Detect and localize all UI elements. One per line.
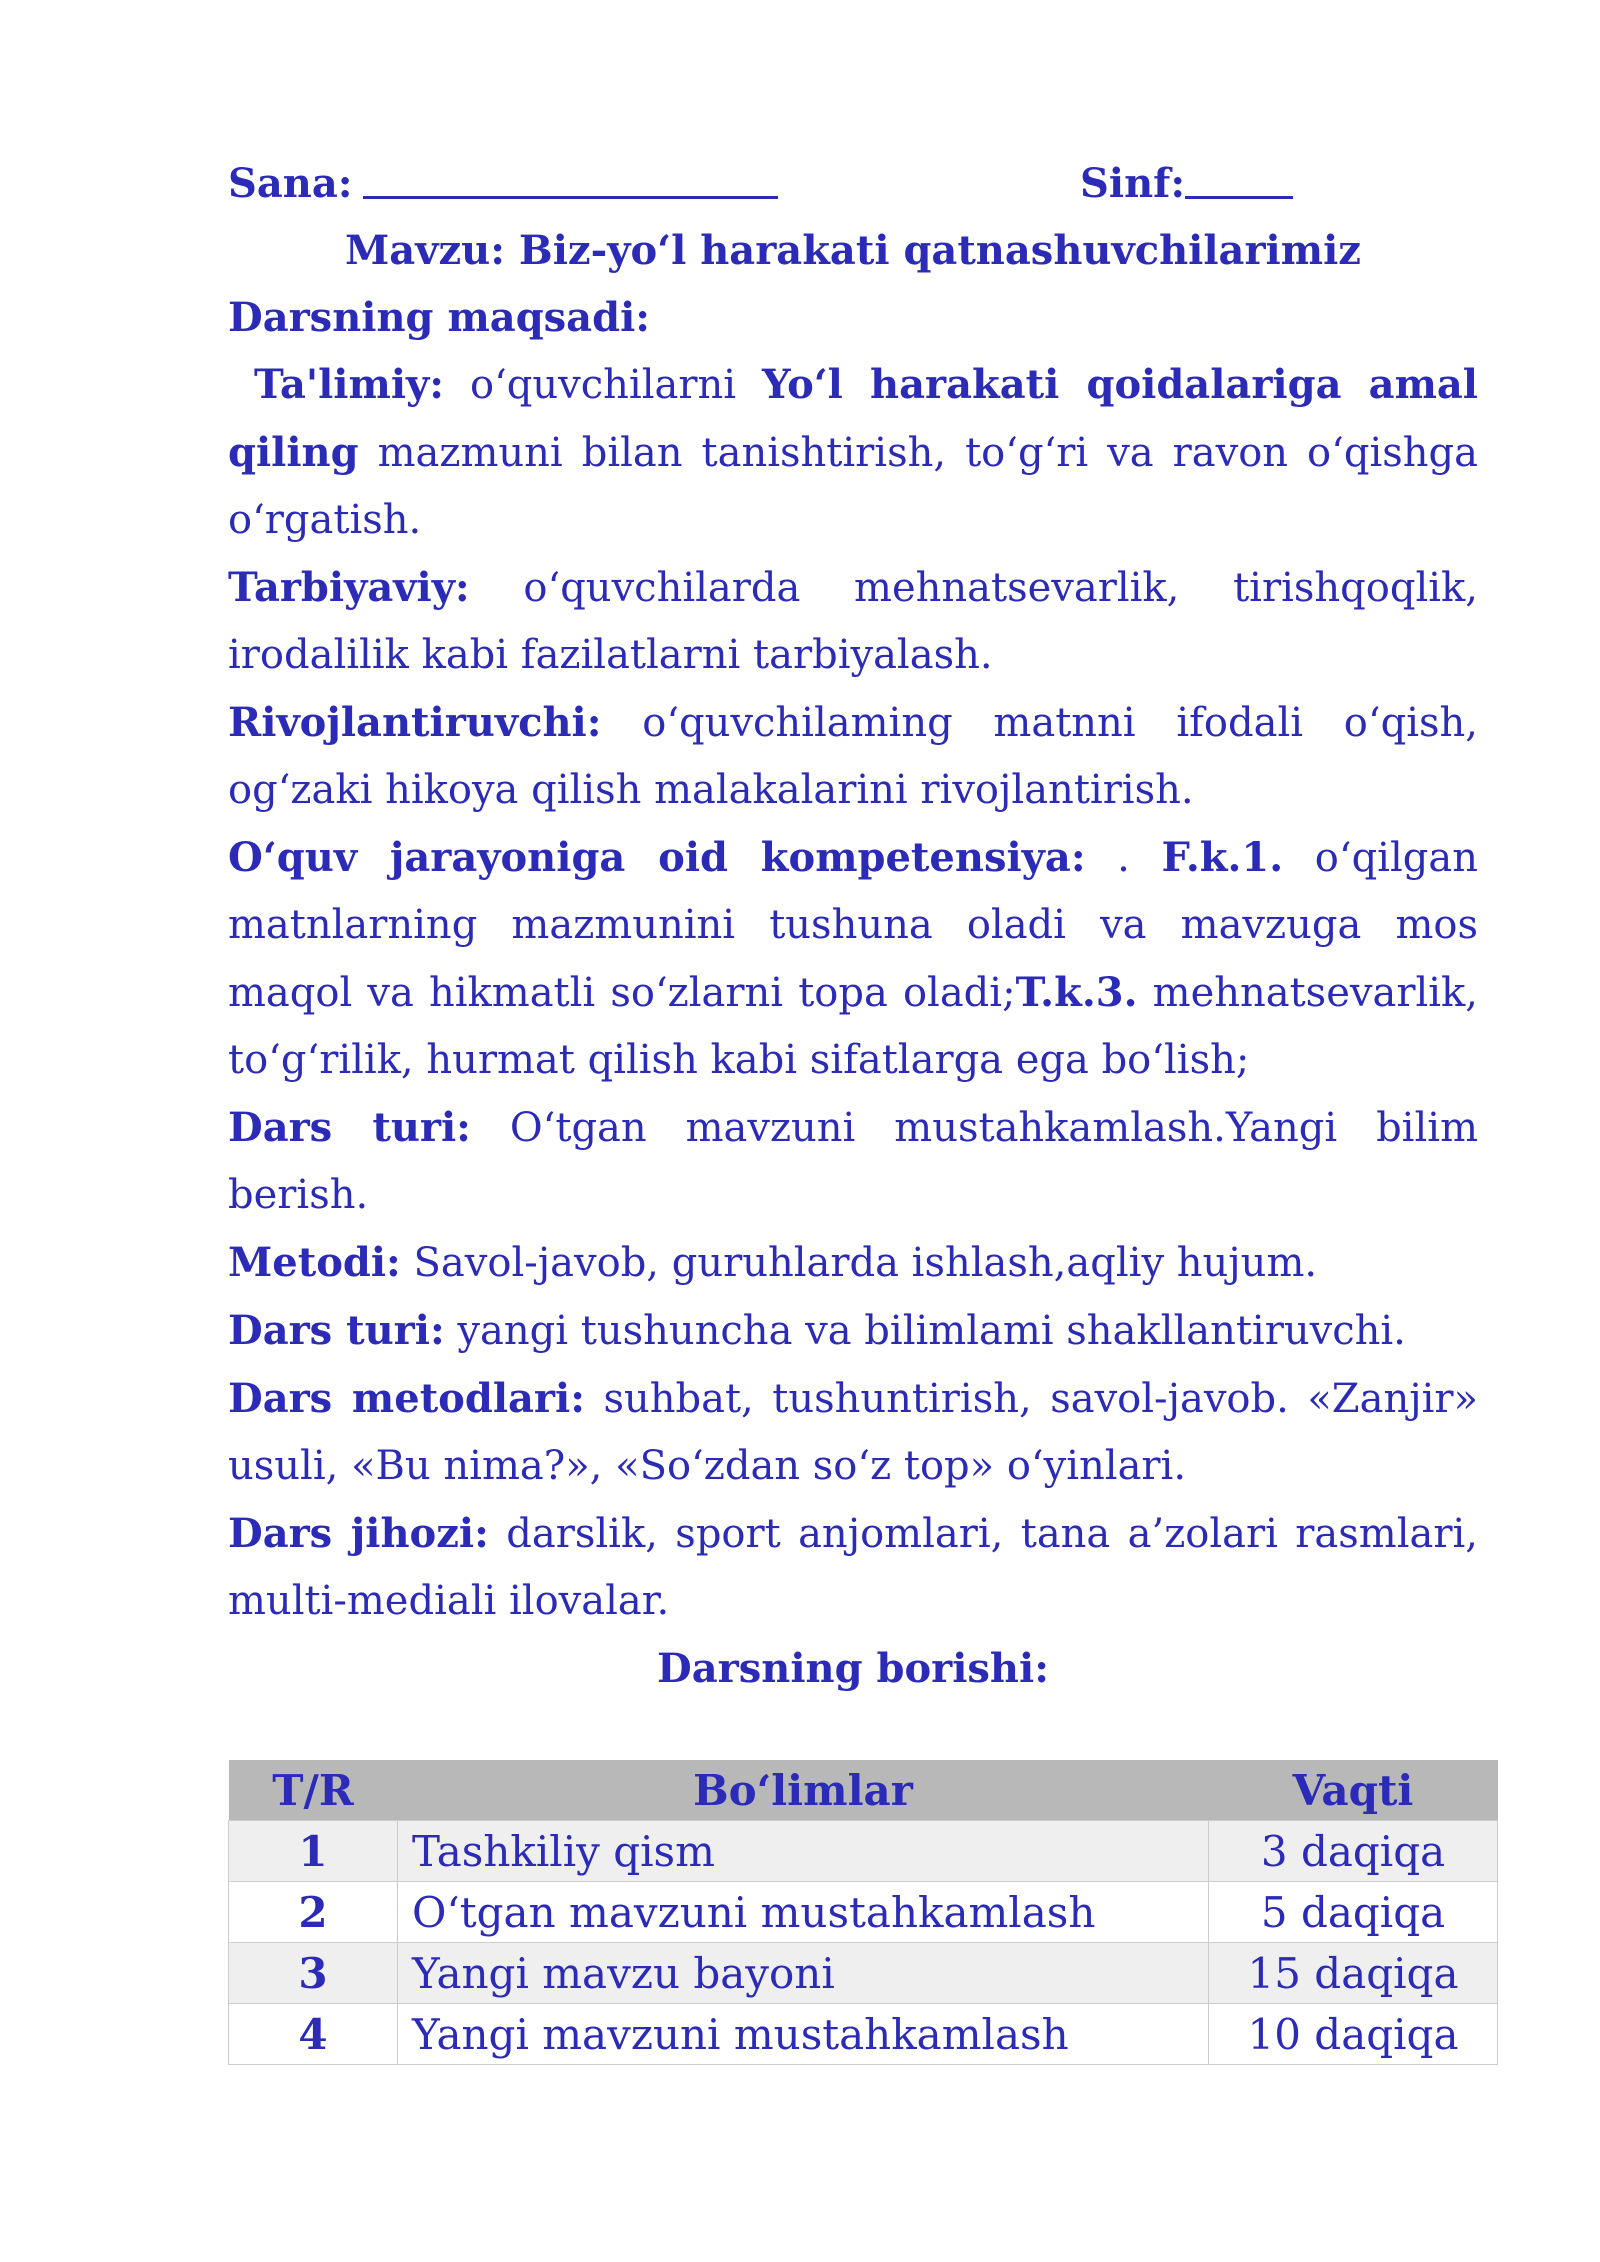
rivojlantiruvchi-paragraph — [228, 689, 1478, 824]
sana-label: Sana: — [228, 160, 353, 207]
row-section: Yangi mavzuni mustahkamlash — [398, 2004, 1209, 2065]
rivojlantiruvchi-text: o‘quvchilaming matnni ifodali o‘qish, og‘zaki hikoya qilish malakalarini rivojlantirish. — [228, 700, 1478, 813]
lesson-plan-page — [228, 150, 1478, 1702]
table-row — [229, 1943, 1498, 2004]
column-header-time: Vaqti — [1209, 1760, 1498, 1821]
table-row — [229, 1821, 1498, 1882]
header-row — [228, 150, 1478, 217]
dars-jihozi-paragraph — [228, 1500, 1478, 1635]
lesson-schedule-table — [228, 1760, 1498, 2065]
tarbiyaviy-paragraph — [228, 554, 1478, 689]
sinf-blank — [1185, 150, 1293, 199]
talimiy-text2: mazmuni bilan tanishtirish, to‘g‘ri va ravon o‘qishga o‘rgatish. — [228, 430, 1478, 543]
dars-metodlari-paragraph — [228, 1365, 1478, 1500]
tarbiyaviy-text: o‘quvchilarda mehnatsevarlik, tirishqoqlik, irodalilik kabi fazilatlarni tarbiyalash. — [228, 565, 1478, 678]
talimiy-label: Ta'limiy: — [254, 361, 445, 408]
table-header-row — [229, 1760, 1498, 1821]
dars-jihozi-text: darslik, sport anjomlari, tana a’zolari rasmlari, multi-mediali ilovalar. — [228, 1511, 1479, 1624]
kompetensiya-text3: mehnatsevarlik, to‘g‘rilik, hurmat qilish kabi sifatlarga ega bo‘lish; — [228, 970, 1478, 1083]
rivojlantiruvchi-label: Rivojlantiruvchi: — [228, 699, 602, 746]
row-section: Yangi mavzu bayoni — [398, 1943, 1209, 2004]
sana-blank — [363, 150, 778, 199]
row-time: 3 daqiqa — [1209, 1821, 1498, 1882]
dars-turi-1-text: O‘tgan mavzuni mustahkamlash.Yangi bilim berish. — [228, 1105, 1478, 1218]
talimiy-bold: Yo‘l harakati qoidalariga amal qiling — [228, 361, 1479, 476]
row-time: 15 daqiqa — [1209, 1943, 1498, 2004]
metodi-text: Savol-javob, guruhlarda ishlash,aqliy hujum. — [400, 1240, 1318, 1286]
row-number: 1 — [229, 1821, 398, 1882]
kompetensiya-fk: F.k.1. — [1161, 834, 1284, 881]
sinf-field — [1080, 150, 1293, 217]
row-number: 2 — [229, 1882, 398, 1943]
goal-heading: Darsning maqsadi: — [228, 294, 651, 341]
metodi-paragraph — [228, 1229, 1478, 1297]
row-section: O‘tgan mavzuni mustahkamlash — [398, 1882, 1209, 1943]
talimiy-paragraph — [228, 351, 1478, 554]
column-header-tr: T/R — [229, 1760, 398, 1821]
metodi-label: Metodi: — [228, 1239, 401, 1286]
dars-turi-1-label: Dars turi: — [228, 1104, 471, 1151]
row-time: 10 daqiqa — [1209, 2004, 1498, 2065]
table-row — [229, 2004, 1498, 2065]
row-number: 4 — [229, 2004, 398, 2065]
dars-turi-2-label: Dars turi: — [228, 1307, 445, 1354]
dars-turi-2-paragraph — [228, 1297, 1478, 1365]
column-header-sections: Bo‘limlar — [398, 1760, 1209, 1821]
kompetensiya-text1: . — [1085, 835, 1162, 881]
dars-turi-1-paragraph — [228, 1094, 1478, 1229]
kompetensiya-label: O‘quv jarayoniga oid kompetensiya: — [228, 834, 1086, 881]
kompetensiya-paragraph — [228, 824, 1478, 1094]
dars-metodlari-text: suhbat, tushuntirish, savol-javob. «Zanjir» usuli, «Bu nima?», «So‘zdan so‘z top» o‘yinlari. — [228, 1376, 1478, 1489]
lesson-flow-heading: Darsning borishi: — [657, 1645, 1049, 1692]
dars-metodlari-label: Dars metodlari: — [228, 1375, 585, 1422]
kompetensiya-tk: T.k.3. — [1015, 969, 1138, 1016]
row-section: Tashkiliy qism — [398, 1821, 1209, 1882]
talimiy-text1: o‘quvchilarni — [444, 362, 762, 408]
dars-turi-2-text: yangi tushuncha va bilimlami shakllantiruvchi. — [444, 1308, 1406, 1354]
sana-field — [228, 150, 778, 217]
topic-title: Mavzu: Biz-yo‘l harakati qatnashuvchilarimiz — [345, 227, 1361, 274]
row-number: 3 — [229, 1943, 398, 2004]
row-time: 5 daqiqa — [1209, 1882, 1498, 1943]
table-row — [229, 1882, 1498, 1943]
kompetensiya-text2: o‘qilgan matnlarning mazmunini tushuna oladi va mavzuga mos maqol va hikmatli so‘zlarni topa oladi; — [228, 835, 1478, 1016]
dars-jihozi-label: Dars jihozi: — [228, 1510, 489, 1557]
sinf-label: Sinf: — [1080, 160, 1186, 207]
tarbiyaviy-label: Tarbiyaviy: — [228, 564, 470, 611]
